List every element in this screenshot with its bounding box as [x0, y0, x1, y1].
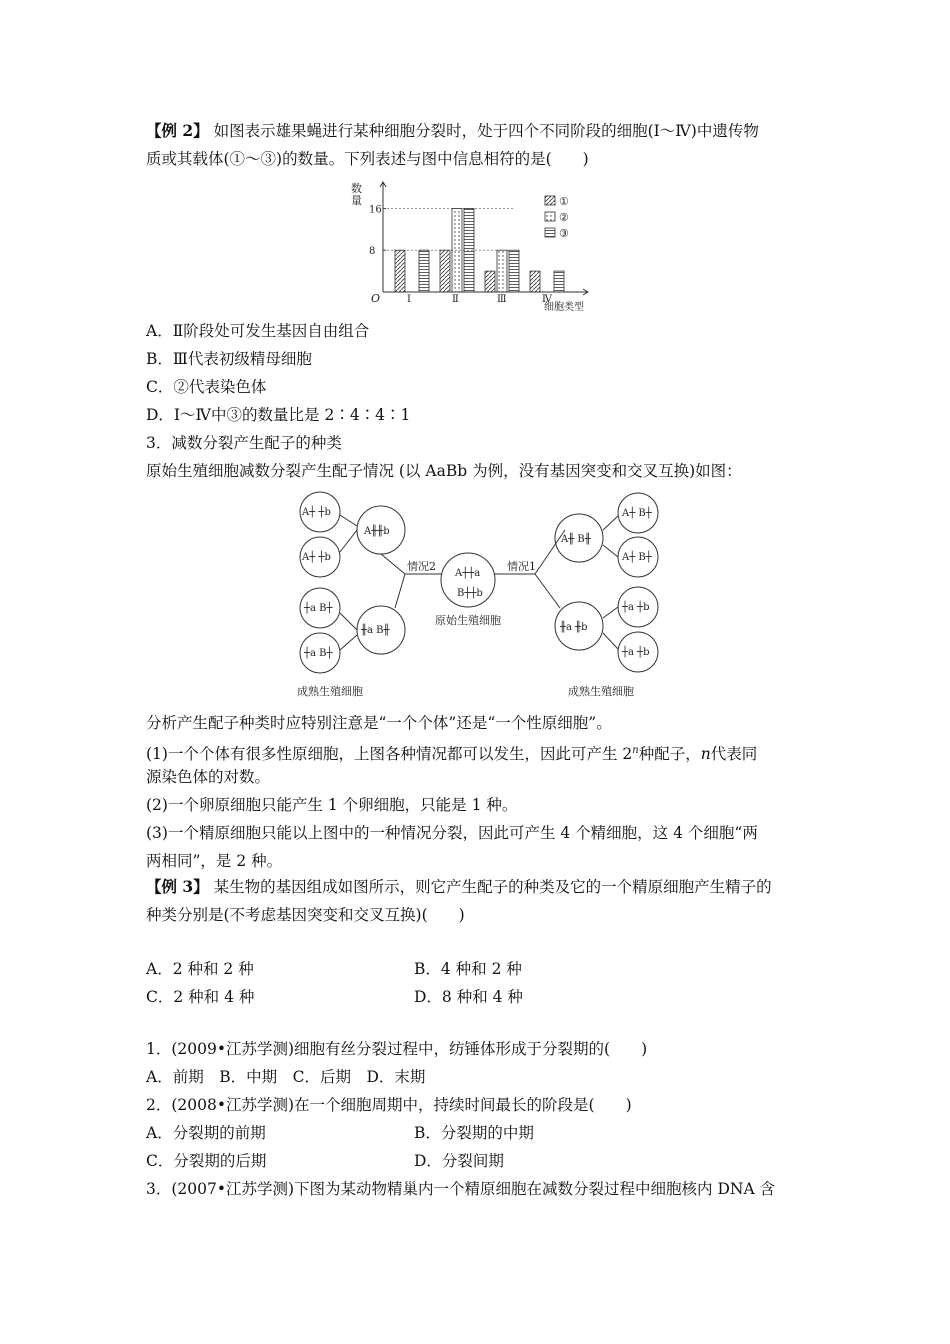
question2-option-c: C．分裂期的后期	[146, 1152, 267, 1170]
mature-cell-label-right: 成熟生殖细胞	[568, 685, 634, 698]
x-tick-label: Ⅰ	[407, 294, 411, 305]
example2-option-c: C．②代表染色体	[146, 378, 267, 396]
question2-option-d: D．分裂间期	[414, 1152, 504, 1170]
bar-3	[509, 250, 519, 292]
example2-stem-line1	[146, 120, 759, 142]
y-axis-label-char: 量	[351, 194, 362, 207]
question2-option-a: A．分裂期的前期	[146, 1124, 266, 1142]
question1-options: A．前期 B．中期 C．后期 D．末期	[146, 1068, 426, 1086]
question1-stem: 1．(2009•江苏学测)细胞有丝分裂过程中，纺锤体形成于分裂期的( )	[146, 1040, 648, 1058]
bar-3	[419, 250, 429, 292]
example3-option-b: B．4 种和 2 种	[414, 960, 522, 978]
meiosis-diagram	[285, 490, 695, 705]
example2-option-d: D．Ⅰ～Ⅳ中③的数量比是 2∶4∶4∶1	[146, 406, 411, 424]
point1-n: n	[700, 745, 711, 764]
section3-point3-cont: 两相同”，是 2 种。	[146, 852, 283, 870]
bar-1	[530, 271, 540, 292]
example2-tag: 【例 2】	[146, 121, 209, 140]
section3-point2: (2)一个卵原细胞只能产生 1 个卵细胞，只能是 1 种。	[146, 796, 518, 814]
legend-label-1: ①	[559, 195, 569, 208]
x-tick-label: Ⅳ	[542, 294, 552, 305]
example2-text: 如图表示雄果蝇进行某种细胞分裂时，处于四个不同阶段的细胞(Ⅰ～Ⅳ)中遗传物	[208, 122, 759, 140]
legend-swatch-1	[545, 196, 555, 205]
point1-text-b: 种配子，	[638, 745, 701, 764]
svg-text:┼a ┼b: ┼a ┼b	[622, 602, 650, 613]
x-tick-label: Ⅲ	[497, 294, 507, 305]
legend-label-3: ③	[559, 227, 569, 240]
svg-text:A┼┼a: A┼┼a	[455, 568, 481, 579]
svg-text:B┼┼b: B┼┼b	[457, 588, 483, 599]
svg-text:┼a ┼b: ┼a ┼b	[622, 647, 650, 658]
question2-option-b: B．分裂期的中期	[414, 1124, 534, 1142]
svg-text:A╫ B╫: A╫ B╫	[561, 534, 591, 545]
section3-point3: (3)一个精原细胞只能以上图中的一种情况分裂，因此可产生 4 个精细胞，这 4 个细胞“两	[146, 824, 758, 842]
point1-text-a: (1)一个个体有很多性原细胞，上图各种情况都可以发生，因此可产生 2	[146, 745, 633, 764]
bar-2	[452, 208, 462, 292]
svg-text:A┼ ┼b: A┼ ┼b	[302, 552, 331, 563]
bar-1	[485, 271, 495, 292]
origin-label: O	[371, 292, 381, 305]
svg-text:╫a B╫: ╫a B╫	[361, 625, 390, 636]
y-tick-label: 16	[369, 204, 382, 216]
svg-text:A╫╫b: A╫╫b	[364, 526, 390, 537]
example2-option-a: A．Ⅱ阶段处可发生基因自由组合	[146, 322, 370, 340]
case2-label: 情况2	[407, 560, 436, 573]
bar-2	[497, 250, 507, 292]
point1-superscript: n	[632, 745, 639, 756]
example3-stem-line2: 种类分别是(不考虑基因突变和交叉互换)( )	[146, 906, 465, 924]
section3-intro: 原始生殖细胞减数分裂产生配子情况 (以 AaBb 为例，没有基因突变和交叉互换)如图：	[146, 462, 742, 480]
legend-swatch-3	[545, 228, 555, 237]
y-tick-label: 8	[369, 246, 376, 258]
svg-text:┼a B┼: ┼a B┼	[304, 648, 333, 659]
section3-note: 分析产生配子种类时应特别注意是“一个个体”还是“一个性原细胞”。	[146, 714, 612, 732]
x-axis-label: 细胞类型	[544, 302, 584, 313]
bar-1	[440, 250, 450, 292]
bar-1	[395, 250, 405, 292]
x-tick-label: Ⅱ	[452, 294, 459, 305]
question3-stem: 3．(2007•江苏学测)下图为某动物精巢内一个精原细胞在减数分裂过程中细胞核内 DNA 含	[146, 1180, 776, 1198]
example3-stem-line1	[146, 876, 772, 898]
point1-text-c: 代表同	[710, 745, 758, 764]
question2-stem: 2．(2008•江苏学测)在一个细胞周期中，持续时间最长的阶段是( )	[146, 1096, 632, 1114]
svg-text:╫a ╫b: ╫a ╫b	[560, 622, 588, 633]
legend-label-2: ②	[559, 211, 569, 224]
bar-chart	[345, 178, 620, 313]
section3-heading: 3．减数分裂产生配子的种类	[146, 434, 342, 452]
example3-option-d: D．8 种和 4 种	[414, 988, 523, 1006]
example2-option-b: B．Ⅲ代表初级精母细胞	[146, 350, 312, 368]
legend-swatch-2	[545, 212, 555, 221]
y-axis-label-char: 数	[351, 182, 362, 195]
case1-label: 情况1	[507, 560, 536, 573]
svg-text:A┼ B┼: A┼ B┼	[622, 508, 652, 519]
svg-text:A┼ ┼b: A┼ ┼b	[302, 507, 331, 518]
svg-text:A┼ B┼: A┼ B┼	[622, 552, 652, 563]
mature-cell-label-left: 成熟生殖细胞	[297, 685, 363, 698]
example3-tag: 【例 3】	[146, 877, 209, 896]
example3-text: 某生物的基因组成如图所示，则它产生配子的种类及它的一个精原细胞产生精子的	[208, 878, 772, 896]
example3-option-c: C．2 种和 4 种	[146, 988, 255, 1006]
original-germ-cell-label: 原始生殖细胞	[435, 614, 501, 627]
bar-3	[464, 208, 474, 292]
example2-stem-line2: 质或其载体(①～③)的数量。下列表述与图中信息相符的是( )	[146, 150, 589, 168]
example3-option-a: A．2 种和 2 种	[146, 960, 254, 978]
svg-text:┼a B┼: ┼a B┼	[304, 603, 333, 614]
section3-point1-cont: 源染色体的对数。	[146, 768, 271, 786]
bar-3	[554, 271, 564, 292]
section3-point1	[146, 740, 757, 765]
